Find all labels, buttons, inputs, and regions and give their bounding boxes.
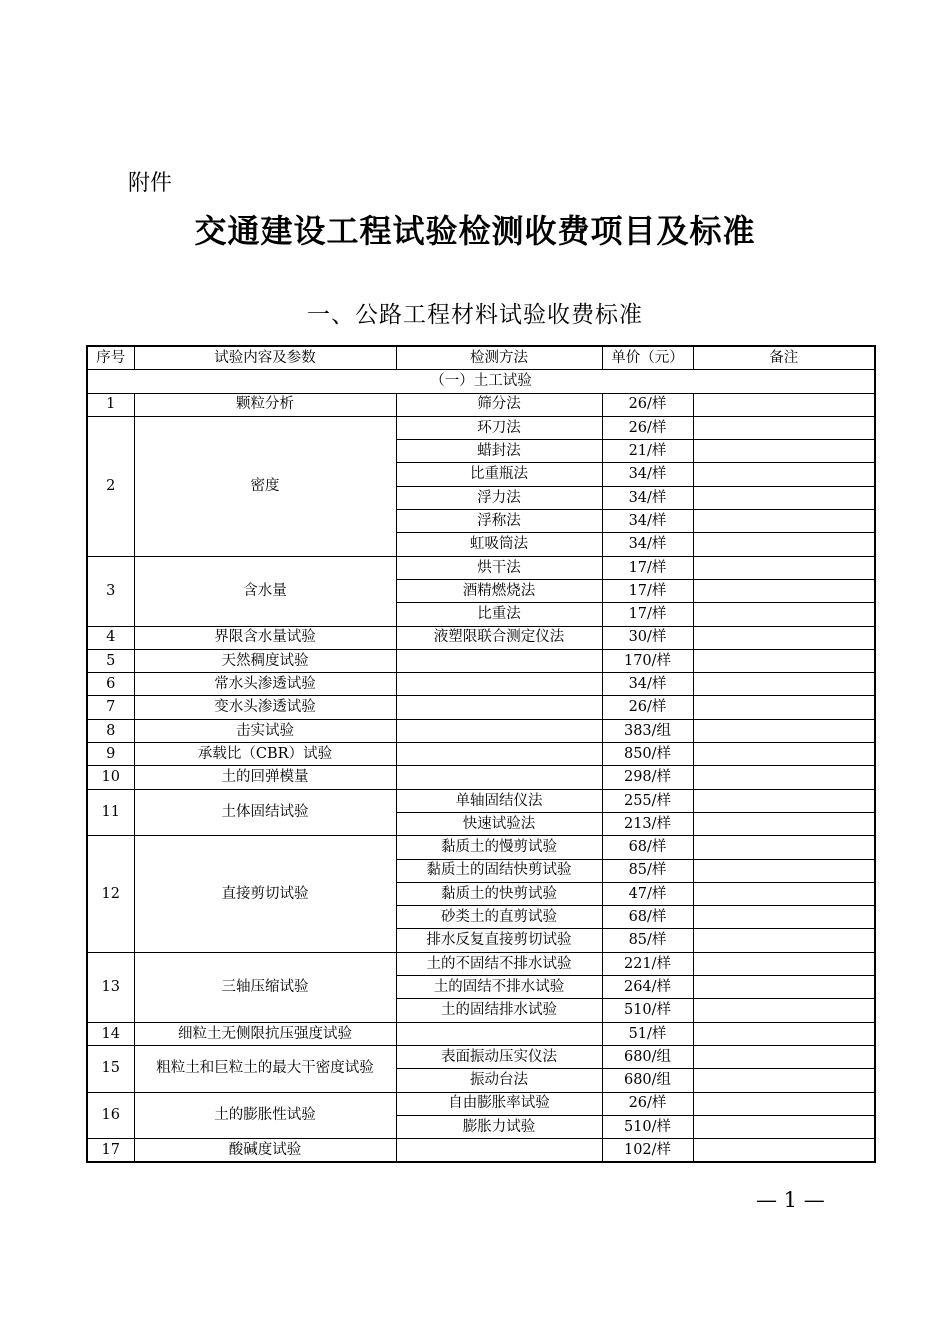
table-row (87, 719, 875, 742)
remark-cell (693, 510, 875, 533)
test-item-cell: 击实试验 (134, 719, 396, 742)
method-cell: 黏质土的快剪试验 (396, 882, 602, 905)
price-cell: 34/样 (602, 463, 693, 486)
price-cell: 26/样 (602, 1092, 693, 1115)
method-cell: 单轴固结仪法 (396, 789, 602, 812)
method-cell: 黏质土的慢剪试验 (396, 836, 602, 859)
test-item-cell: 土的膨胀性试验 (134, 1092, 396, 1139)
remark-cell (693, 743, 875, 766)
price-cell: 510/样 (602, 999, 693, 1022)
price-cell: 680/组 (602, 1069, 693, 1092)
method-cell: 酒精燃烧法 (396, 579, 602, 602)
test-item-cell: 直接剪切试验 (134, 836, 396, 952)
price-cell: 383/组 (602, 719, 693, 742)
method-cell: 浮力法 (396, 486, 602, 509)
test-item-cell: 承载比（CBR）试验 (134, 743, 396, 766)
test-item-cell: 酸碱度试验 (134, 1139, 396, 1163)
price-cell: 34/样 (602, 533, 693, 556)
test-item-cell: 颗粒分析 (134, 393, 396, 416)
price-cell: 17/样 (602, 579, 693, 602)
header-cell-remark: 备注 (693, 346, 875, 370)
row-number-cell: 4 (87, 626, 134, 649)
method-cell: 砂类土的直剪试验 (396, 906, 602, 929)
table-row (87, 696, 875, 719)
remark-cell (693, 719, 875, 742)
row-number-cell: 6 (87, 673, 134, 696)
price-cell: 21/样 (602, 440, 693, 463)
remark-cell (693, 952, 875, 975)
table-row (87, 416, 875, 439)
method-cell: 排水反复直接剪切试验 (396, 929, 602, 952)
remark-cell (693, 696, 875, 719)
remark-cell (693, 836, 875, 859)
method-cell: 土的不固结不排水试验 (396, 952, 602, 975)
method-cell: 自由膨胀率试验 (396, 1092, 602, 1115)
test-item-cell: 密度 (134, 416, 396, 556)
attachment-label: 附件 (128, 171, 173, 196)
price-cell: 17/样 (602, 556, 693, 579)
price-cell: 680/组 (602, 1045, 693, 1068)
remark-cell (693, 579, 875, 602)
method-cell: 烘干法 (396, 556, 602, 579)
remark-cell (693, 929, 875, 952)
row-number-cell: 3 (87, 556, 134, 626)
page-number: — 1 — (756, 1188, 825, 1212)
remark-cell (693, 673, 875, 696)
method-cell: 土的固结不排水试验 (396, 976, 602, 999)
method-cell (396, 649, 602, 672)
price-cell: 68/样 (602, 836, 693, 859)
test-item-cell: 土的回弹模量 (134, 766, 396, 789)
price-cell: 26/样 (602, 393, 693, 416)
method-cell (396, 1139, 602, 1163)
test-item-cell: 天然稠度试验 (134, 649, 396, 672)
method-cell: 蜡封法 (396, 440, 602, 463)
remark-cell (693, 859, 875, 882)
price-cell: 26/样 (602, 416, 693, 439)
table-row (87, 836, 875, 859)
price-cell: 34/样 (602, 486, 693, 509)
method-cell: 膨胀力试验 (396, 1115, 602, 1138)
row-number-cell: 5 (87, 649, 134, 672)
category-cell: （一）土工试验 (87, 370, 875, 393)
row-number-cell: 9 (87, 743, 134, 766)
table-row (87, 952, 875, 975)
remark-cell (693, 556, 875, 579)
method-cell: 快速试验法 (396, 812, 602, 835)
table-row (87, 393, 875, 416)
remark-cell (693, 1139, 875, 1163)
table-row (87, 556, 875, 579)
table-row (87, 1045, 875, 1068)
row-number-cell: 12 (87, 836, 134, 952)
fee-table-body (87, 346, 875, 1162)
remark-cell (693, 1115, 875, 1138)
remark-cell (693, 766, 875, 789)
row-number-cell: 15 (87, 1045, 134, 1092)
remark-cell (693, 533, 875, 556)
row-number-cell: 7 (87, 696, 134, 719)
method-cell: 浮称法 (396, 510, 602, 533)
test-item-cell: 细粒土无侧限抗压强度试验 (134, 1022, 396, 1045)
price-cell: 221/样 (602, 952, 693, 975)
table-row (87, 649, 875, 672)
method-cell (396, 719, 602, 742)
price-cell: 85/样 (602, 929, 693, 952)
remark-cell (693, 906, 875, 929)
test-item-cell: 三轴压缩试验 (134, 952, 396, 1022)
price-cell: 850/样 (602, 743, 693, 766)
price-cell: 34/样 (602, 673, 693, 696)
test-item-cell: 粗粒土和巨粒土的最大干密度试验 (134, 1045, 396, 1092)
price-cell: 34/样 (602, 510, 693, 533)
price-cell: 510/样 (602, 1115, 693, 1138)
row-number-cell: 10 (87, 766, 134, 789)
remark-cell (693, 789, 875, 812)
table-row (87, 1022, 875, 1045)
row-number-cell: 11 (87, 789, 134, 836)
method-cell: 黏质土的固结快剪试验 (396, 859, 602, 882)
price-cell: 213/样 (602, 812, 693, 835)
price-cell: 30/样 (602, 626, 693, 649)
method-cell (396, 743, 602, 766)
row-number-cell: 17 (87, 1139, 134, 1163)
remark-cell (693, 1092, 875, 1115)
price-cell: 264/样 (602, 976, 693, 999)
remark-cell (693, 416, 875, 439)
price-cell: 102/样 (602, 1139, 693, 1163)
test-item-cell: 变水头渗透试验 (134, 696, 396, 719)
row-number-cell: 8 (87, 719, 134, 742)
method-cell: 虹吸筒法 (396, 533, 602, 556)
header-cell-item: 试验内容及参数 (134, 346, 396, 370)
remark-cell (693, 440, 875, 463)
remark-cell (693, 999, 875, 1022)
document-title: 交通建设工程试验检测收费项目及标准 (194, 212, 756, 250)
method-cell: 液塑限联合测定仪法 (396, 626, 602, 649)
table-row (87, 673, 875, 696)
method-cell: 振动台法 (396, 1069, 602, 1092)
table-row (87, 789, 875, 812)
price-cell: 17/样 (602, 603, 693, 626)
remark-cell (693, 649, 875, 672)
remark-cell (693, 1022, 875, 1045)
method-cell (396, 696, 602, 719)
test-item-cell: 土体固结试验 (134, 789, 396, 836)
remark-cell (693, 626, 875, 649)
fee-table (86, 345, 876, 1163)
price-cell: 85/样 (602, 859, 693, 882)
table-row (87, 1092, 875, 1115)
header-cell-no: 序号 (87, 346, 134, 370)
price-cell: 47/样 (602, 882, 693, 905)
price-cell: 68/样 (602, 906, 693, 929)
method-cell: 比重法 (396, 603, 602, 626)
remark-cell (693, 882, 875, 905)
row-number-cell: 13 (87, 952, 134, 1022)
price-cell: 298/样 (602, 766, 693, 789)
method-cell (396, 1022, 602, 1045)
price-cell: 255/样 (602, 789, 693, 812)
row-number-cell: 16 (87, 1092, 134, 1139)
table-row (87, 626, 875, 649)
header-cell-method: 检测方法 (396, 346, 602, 370)
table-row (87, 766, 875, 789)
category-row (87, 370, 875, 393)
remark-cell (693, 812, 875, 835)
remark-cell (693, 1045, 875, 1068)
row-number-cell: 2 (87, 416, 134, 556)
price-cell: 26/样 (602, 696, 693, 719)
price-cell: 170/样 (602, 649, 693, 672)
method-cell: 筛分法 (396, 393, 602, 416)
table-row (87, 743, 875, 766)
remark-cell (693, 976, 875, 999)
table-row (87, 1139, 875, 1163)
section-title: 一、公路工程材料试验收费标准 (307, 302, 643, 328)
method-cell: 土的固结排水试验 (396, 999, 602, 1022)
table-header-row (87, 346, 875, 370)
remark-cell (693, 1069, 875, 1092)
method-cell: 环刀法 (396, 416, 602, 439)
remark-cell (693, 393, 875, 416)
remark-cell (693, 603, 875, 626)
method-cell: 表面振动压实仪法 (396, 1045, 602, 1068)
header-cell-price: 单价（元） (602, 346, 693, 370)
method-cell (396, 766, 602, 789)
test-item-cell: 界限含水量试验 (134, 626, 396, 649)
remark-cell (693, 463, 875, 486)
test-item-cell: 含水量 (134, 556, 396, 626)
row-number-cell: 1 (87, 393, 134, 416)
fee-table-container (86, 345, 874, 1163)
test-item-cell: 常水头渗透试验 (134, 673, 396, 696)
method-cell: 比重瓶法 (396, 463, 602, 486)
row-number-cell: 14 (87, 1022, 134, 1045)
method-cell (396, 673, 602, 696)
remark-cell (693, 486, 875, 509)
price-cell: 51/样 (602, 1022, 693, 1045)
